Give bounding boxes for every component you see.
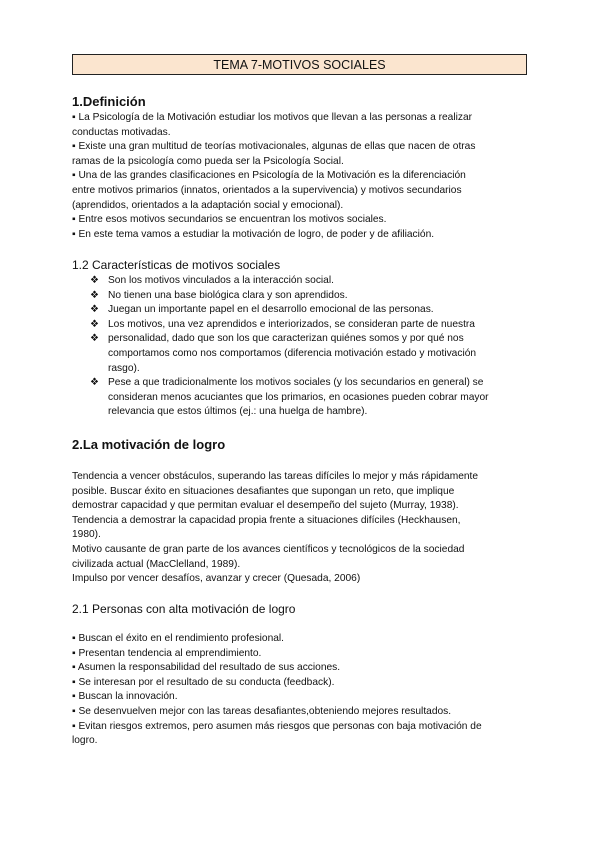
list-item: ❖ personalidad, dado que son los que caracterizan quiénes somos y por qué nos: [86, 332, 526, 347]
text-line: ▪ Existe una gran multitud de teorías motivacionales, algunas de ellas que nacen de otras: [72, 141, 476, 153]
text-line: conductas motivadas.: [72, 126, 171, 138]
list-item: ▪ Asumen la responsabilidad del resultado de sus acciones.: [72, 662, 341, 674]
list-item: ❖ Pese a que tradicionalmente los motivos sociales (y los secundarios en general) se: [86, 376, 526, 391]
list-item: ❖ No tienen una base biológica clara y son aprendidos.: [86, 289, 526, 304]
text-line: (aprendidos, orientados a la adaptación social y emocional).: [72, 199, 344, 211]
text-line: 1980).: [72, 529, 101, 541]
list-item: ▪ Se interesan por el resultado de su conducta (feedback).: [72, 676, 335, 688]
text-line: Tendencia a vencer obstáculos, superando las tareas difíciles lo mejor y más rápidamente: [72, 471, 479, 482]
section-1-2-heading: 1.2 Características de motivos sociales: [72, 258, 281, 272]
list-item: logro.: [72, 735, 98, 747]
text-line: civilizada actual (MacClelland, 1989).: [72, 558, 241, 570]
list-item: ▪ Presentan tendencia al emprendimiento.: [72, 647, 262, 659]
list-item: consideran menos acuciantes que los primarios, en ocasiones pueden cobrar mayor: [108, 391, 489, 403]
section-2-body: [72, 470, 532, 587]
text-line: ▪ En este tema vamos a estudiar la motivación de logro, de poder y de afiliación.: [72, 228, 435, 240]
text-line: Impulso por vencer desafíos, avanzar y crecer (Quesada, 2006): [72, 573, 361, 585]
section-1-body: [72, 111, 532, 242]
diamond-bullet-icon: ❖: [90, 318, 100, 330]
list-item: ❖ Juegan un importante papel en el desarrollo emocional de las personas.: [86, 303, 526, 318]
list-item: ❖ Son los motivos vinculados a la interacción social.: [86, 274, 526, 289]
section-2-1-heading: 2.1 Personas con alta motivación de logro: [72, 602, 296, 616]
list-item: relevancia que estos últimos (ej.: una huelga de hambre).: [108, 406, 368, 418]
section-1-heading: 1.Definición: [72, 94, 146, 109]
list-item: ▪ Buscan el éxito en el rendimiento profesional.: [72, 633, 285, 644]
text-line: ramas de la psicología como pueda ser la Psicología Social.: [72, 155, 344, 167]
section-2-heading: 2.La motivación de logro: [72, 437, 226, 452]
diamond-bullet-icon: ❖: [90, 275, 100, 286]
text-line: Tendencia a demostrar la capacidad propia frente a situaciones difíciles (Heckhausen,: [72, 514, 461, 526]
characteristics-list: [86, 274, 526, 420]
list-item: ▪ Evitan riesgos extremos, pero asumen más riesgos que personas con baja motivación de: [72, 720, 482, 732]
list-item: ▪ Buscan la innovación.: [72, 691, 178, 703]
diamond-bullet-icon: ❖: [90, 333, 100, 345]
list-item: ❖ Los motivos, una vez aprendidos e interiorizados, se consideran parte de nuestra: [86, 318, 526, 333]
text-line: Motivo causante de gran parte de los avances científicos y tecnológicos de la sociedad: [72, 543, 465, 555]
text-line: ▪ Una de las grandes clasificaciones en Psicología de la Motivación es la diferenciación: [72, 170, 466, 182]
text-line: ▪ La Psicología de la Motivación estudiar los motivos que llevan a las personas a realizar: [72, 112, 473, 123]
high-achievement-list: [72, 632, 532, 749]
text-line: entre motivos primarios (innatos, orientados a la supervivencia) y motivos secundarios: [72, 184, 462, 196]
diamond-bullet-icon: ❖: [90, 289, 100, 301]
page-title: TEMA 7-MOTIVOS SOCIALES: [72, 54, 527, 75]
text-line: ▪ Entre esos motivos secundarios se encuentran los motivos sociales.: [72, 214, 387, 226]
diamond-bullet-icon: ❖: [90, 304, 100, 316]
text-line: demostrar capacidad y que permitan evaluar el desempeño del sujeto (Murray, 1938).: [72, 500, 459, 512]
diamond-bullet-icon: ❖: [90, 377, 100, 389]
list-item: comportamos como nos comportamos (diferencia motivación estado y motivación: [108, 347, 477, 359]
text-line: posible. Buscar éxito en situaciones desafiantes que supongan un reto, que implique: [72, 485, 455, 497]
list-item: rasgo).: [108, 362, 140, 374]
list-item: ▪ Se desenvuelven mejor con las tareas desafiantes,obteniendo mejores resultados.: [72, 705, 452, 717]
